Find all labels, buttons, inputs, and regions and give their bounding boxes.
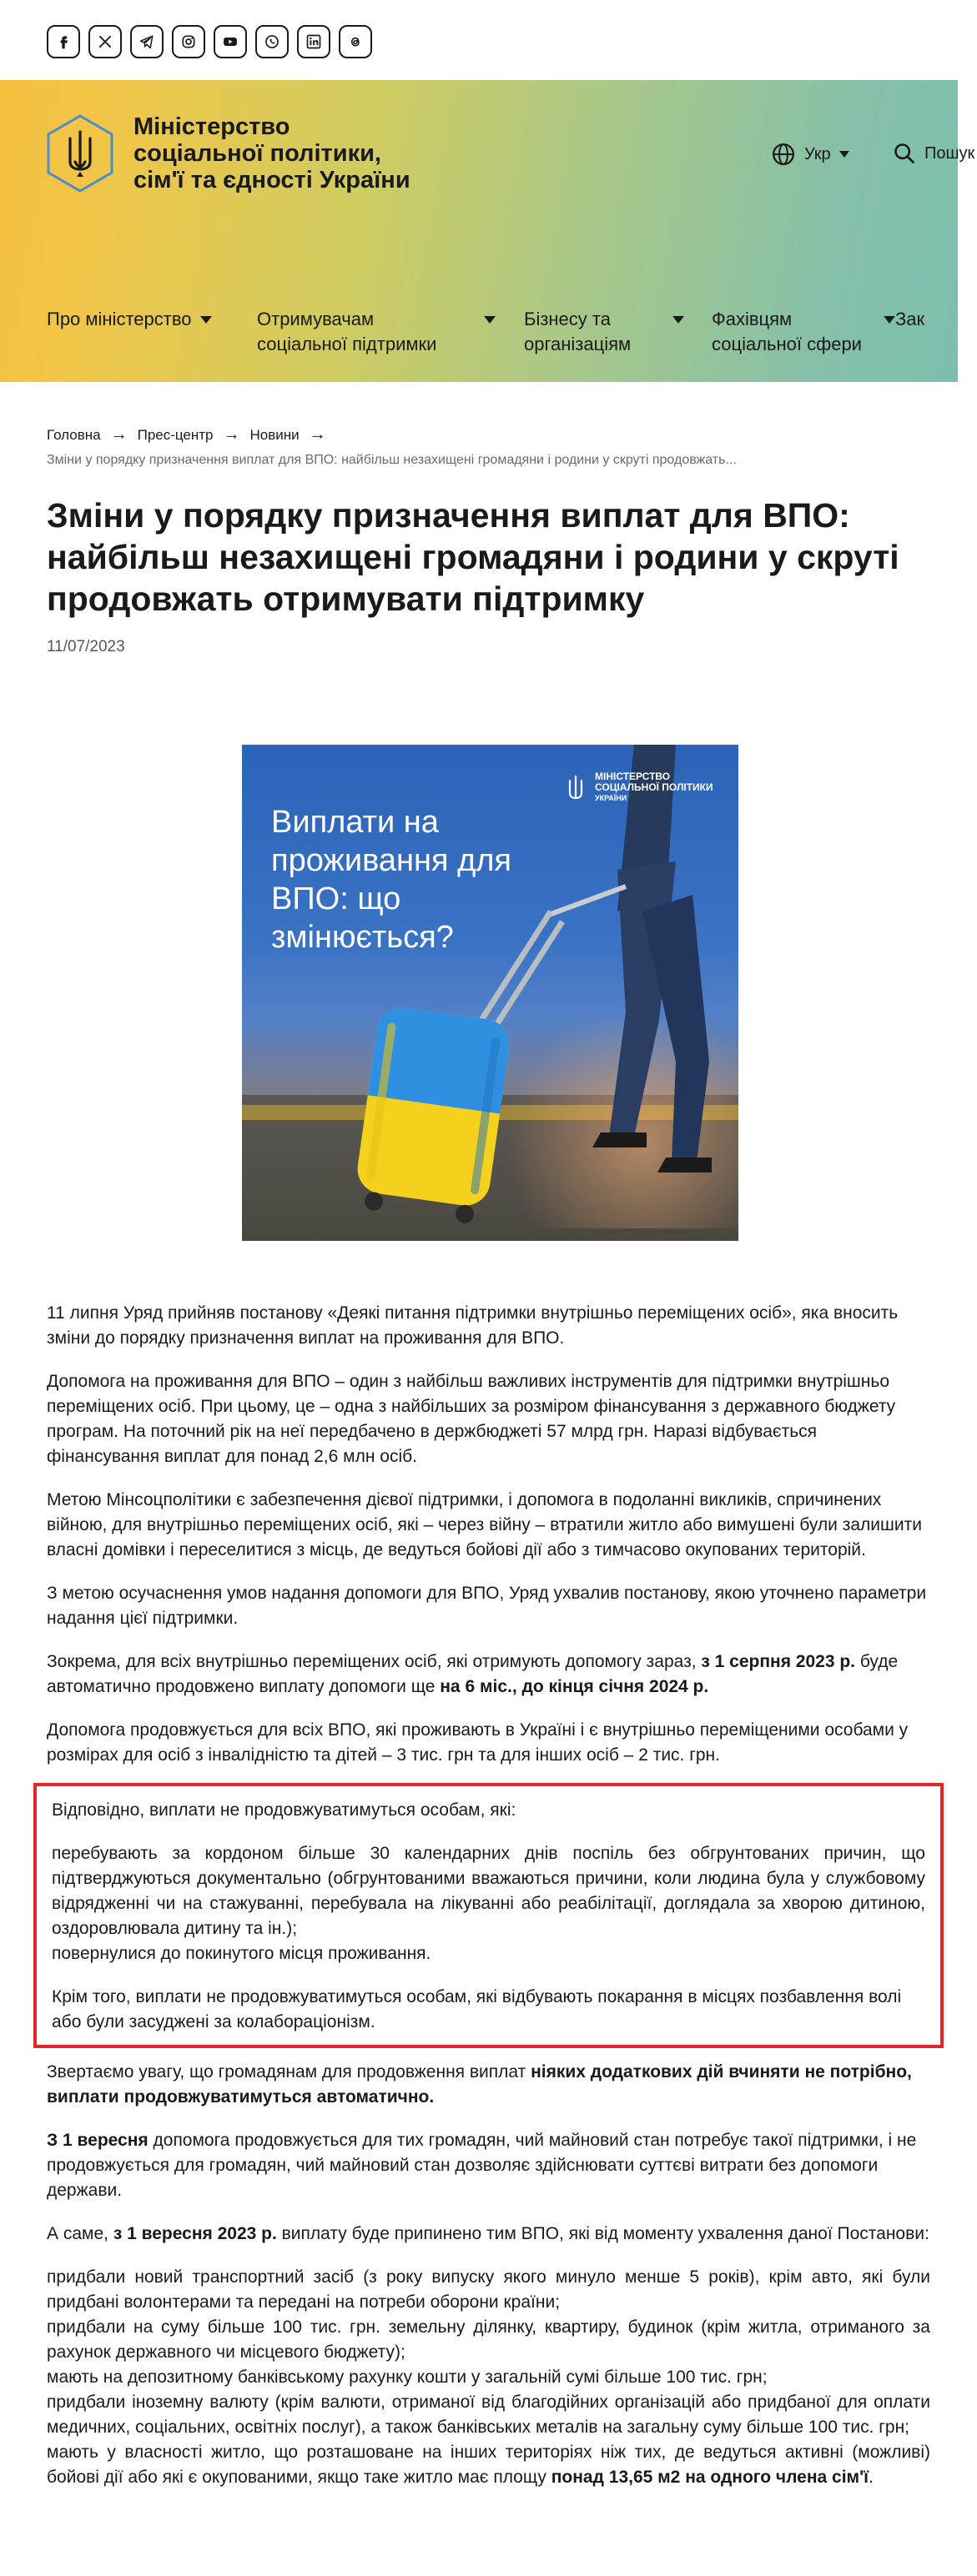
threads-icon[interactable] xyxy=(339,25,372,58)
breadcrumb xyxy=(47,425,336,444)
search-label: Пошук xyxy=(924,143,975,163)
search-icon xyxy=(893,142,916,165)
trident-icon xyxy=(563,772,588,804)
nav-item-about[interactable] xyxy=(47,307,257,357)
hero-logo-line: СОЦІАЛЬНОЇ ПОЛІТИКИ xyxy=(595,781,713,793)
article-paragraph: Допомога продовжується для всіх ВПО, які проживають в Україні і є внутрішньо переміщеними особами у розмірах для осіб з інвалідністю та дітей – 3 тис. грн та для інших осіб – 2 тис. грн. xyxy=(47,1720,909,1765)
arrow-right-icon: → xyxy=(223,425,240,444)
criteria-list xyxy=(47,2265,930,2490)
hero-ministry-logo xyxy=(563,771,713,804)
article-body xyxy=(47,1301,930,2490)
list-item: придбали іноземну валюту (крім валюти, отриманої від благодійних організацій або придбаної для оплати медичних, соціальних, освітніх послуг), а також банківських металів на загальну суму більше 100 тис. грн; xyxy=(47,2393,930,2437)
text-bold: на 6 міс., до кінця січня 2024 р. xyxy=(440,1677,709,1696)
nav-label: Отримувачам соціальної підтримки xyxy=(257,309,437,354)
text-bold: ніяких додаткових дій вчиняти не потрібно, виплати продовжуватимуться автоматично. xyxy=(47,2062,912,2106)
caret-down-icon xyxy=(484,316,496,324)
nav-item-recipients[interactable] xyxy=(257,307,524,357)
article-hero-image xyxy=(242,745,738,1241)
text-run: А саме, xyxy=(47,2224,113,2243)
text-bold: З 1 вересня xyxy=(47,2131,149,2150)
article-paragraph xyxy=(47,2128,930,2203)
list-item xyxy=(47,2440,930,2490)
page-title: Зміни у порядку призначення виплат для ВПО: найбільш незахищені громадяни і родини у скруті продовжать отримувати підтримку xyxy=(47,496,899,618)
hero-logo-line: МІНІСТЕРСТВО xyxy=(595,771,671,782)
logo-line: сім'ї та єдності України xyxy=(133,167,410,193)
article-paragraph xyxy=(47,1650,930,1700)
telegram-icon[interactable] xyxy=(130,25,164,58)
text-run: виплату буде припинено тим ВПО, які від моменту ухвалення даної Постанови: xyxy=(276,2224,929,2243)
list-item: мають на депозитному банківському рахунку кошти у загальній сумі більше 100 тис. грн; xyxy=(47,2368,768,2387)
article-paragraph: 11 липня Уряд прийняв постанову «Деякі питання підтримки внутрішньо переміщених осіб», яка вносить зміни до порядку призначення виплат на проживання для ВПО. xyxy=(47,1303,899,1348)
language-label: Укр xyxy=(804,144,831,163)
site-logo[interactable] xyxy=(45,113,517,193)
social-links xyxy=(47,25,372,58)
logo-line: соціальної політики, xyxy=(133,140,381,167)
text-run: буде автоматично продовжено виплату допомоги ще xyxy=(47,1652,899,1696)
article-paragraph: Допомога на проживання для ВПО – один з найбільш важливих інструментів для підтримки внутрішньо переміщених осіб. При цьому, це – одна з найбільших за розміром фінансування з державного бюджету програм. На поточний рік на неї передбачено в держбюджеті 57 млрд грн. Наразі відбувається фінансування виплат для понад 2,6 млн осіб. xyxy=(47,1372,896,1466)
globe-icon xyxy=(771,142,796,167)
list-item: повернулися до покинутого місця проживання. xyxy=(52,1944,431,1963)
caret-down-icon xyxy=(884,316,895,324)
viber-icon[interactable] xyxy=(255,25,289,58)
linkedin-icon[interactable] xyxy=(297,25,330,58)
site-header xyxy=(0,80,975,382)
breadcrumb-press[interactable]: Прес-центр xyxy=(137,426,214,443)
nav-item-legislation[interactable] xyxy=(895,307,945,357)
caret-down-icon xyxy=(200,316,212,324)
text-run: мають у власності житло, що розташоване на інших територіях ніж тих, де ведуться активні (можливі) бойові дії або які є окупованими, якщо таке житло має площу xyxy=(47,2443,930,2487)
article-paragraph xyxy=(47,2060,930,2110)
hero-logo-line: УКРАЇНИ xyxy=(595,794,627,802)
text-bold: понад 13,65 м2 на одного члена сім'ї xyxy=(551,2468,869,2487)
breadcrumb-news[interactable]: Новини xyxy=(249,426,300,443)
caret-down-icon xyxy=(672,316,684,324)
text-run: . xyxy=(869,2468,874,2487)
nav-label: Про міністерство xyxy=(47,309,192,329)
facebook-icon[interactable] xyxy=(47,25,80,58)
list-item: перебувають за кордоном більше 30 календарних днів поспіль без обгрунтованих причин, що підтверджуються документально (обгрунтованими вважаються причини, коли людина була у службовому відрядженні чи на стажуванні, перебувала на лікуванні або реабілітації, доглядала за хворою дитиною, оздоровлювала дитину та ін.); xyxy=(52,1844,925,1938)
article-paragraph: З метою осучаснення умов надання допомоги для ВПО, Уряд ухвалив постанову, якою уточнено параметри надання цієї підтримки. xyxy=(47,1584,927,1628)
breadcrumb-home[interactable]: Головна xyxy=(47,426,101,443)
box-list xyxy=(52,1841,925,1966)
x-icon[interactable] xyxy=(88,25,122,58)
nav-item-specialists[interactable] xyxy=(712,307,895,357)
article-paragraph xyxy=(47,2222,930,2247)
list-item: придбали новий транспортний засіб (з року випуску якого минуло менше 5 років), крім авто, які були придбані волонтерами та передані на потреби оборони країни; xyxy=(47,2267,930,2312)
highlight-box xyxy=(33,1783,944,2048)
nav-item-business[interactable] xyxy=(524,307,712,357)
search-button[interactable] xyxy=(893,142,974,165)
youtube-icon[interactable] xyxy=(214,25,247,58)
text-run: допомога продовжується для тих громадян, чий майновий стан потребує такої підтримки, і не продовжується для громадян, чий майновий стан дозволяє здійснювати суттєві витрати без допомоги держави. xyxy=(47,2131,917,2200)
arrow-right-icon: → xyxy=(110,425,128,444)
chevron-down-icon xyxy=(839,151,849,158)
text-run: Зокрема, для всіх внутрішньо переміщених осіб, які отримують допомогу зараз, xyxy=(47,1652,702,1671)
main-nav xyxy=(47,307,945,357)
breadcrumb-current: Зміни у порядку призначення виплат для ВПО: найбільш незахищені громадяни і родини у скруті продовжать... xyxy=(47,453,737,467)
arrow-right-icon: → xyxy=(309,425,326,444)
logo-line: Міністерство xyxy=(133,113,290,140)
nav-label: Фахівцям соціальної сфери xyxy=(712,309,862,354)
language-switcher[interactable] xyxy=(771,142,849,167)
text-bold: з 1 серпня 2023 р. xyxy=(701,1652,856,1671)
text-run: Звертаємо увагу, що громадянам для продовження виплат xyxy=(47,2062,531,2081)
box-intro: Відповідно, виплати не продовжуватимуться особам, які: xyxy=(52,1800,516,1820)
nav-label: Бізнесу та організаціям xyxy=(524,309,632,354)
list-item: придбали на суму більше 100 тис. грн. земельну ділянку, квартиру, будинок (крім житла, отриманого за рахунок державного чи місцевого бюджету); xyxy=(47,2317,930,2362)
publish-date: 11/07/2023 xyxy=(47,638,125,655)
trident-logo-icon xyxy=(45,113,115,193)
nav-label: Зак xyxy=(895,309,925,329)
instagram-icon[interactable] xyxy=(172,25,205,58)
box-extra: Крім того, виплати не продовжуватимуться особам, які відбувають покарання в місцях позбавлення волі або були засуджені за колабораціонізм. xyxy=(52,1987,902,2031)
logo-text xyxy=(133,113,517,193)
article-paragraph: Метою Мінсоцполітики є забезпечення дієвої підтримки, і допомога в подоланні викликів, спричинених війною, для внутрішньо переміщених осіб, які – через війну – втратили житло або вимушені були залишити власні домівки і переселитися з місць, де ведуться бойові дії або з тимчасово окупованих територій. xyxy=(47,1490,922,1559)
text-bold: з 1 вересня 2023 р. xyxy=(113,2224,277,2243)
hero-heading: Виплати на проживання для ВПО: що змінюється? xyxy=(271,805,511,955)
